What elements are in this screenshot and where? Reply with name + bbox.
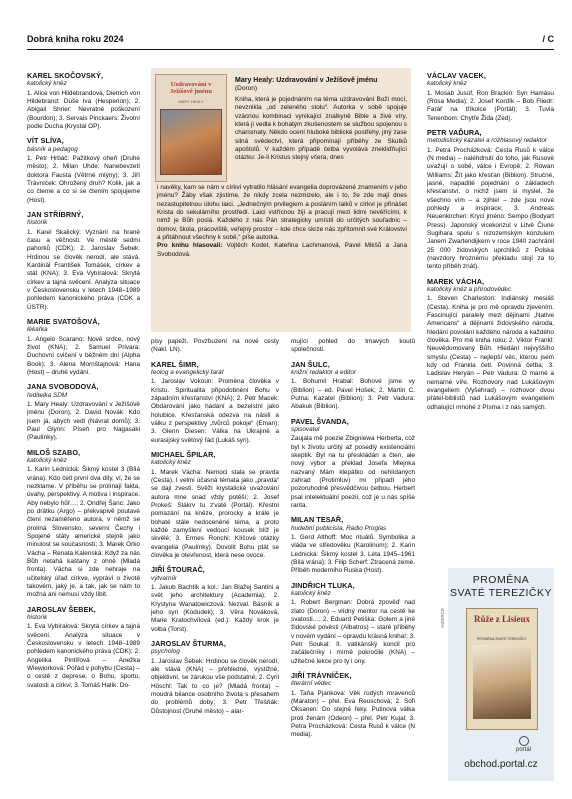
recommendations-text: 1. Alice von Hildebrandová, Dietrich von Hildebrand: Duše lva (Hesperion); 2. Abigail Shrier: Nevratné poškození (Bourdon); 3. Servais Pinckaers: Životní podle Ducha (Krystal OP). bbox=[27, 89, 140, 130]
poll-entry bbox=[27, 448, 140, 600]
header-title: Dobrá kniha roku 2024 bbox=[27, 34, 124, 44]
column-4 bbox=[427, 70, 554, 565]
respondent-role: ředitelka SDM bbox=[27, 391, 68, 399]
respondent-role: katolický kněz bbox=[27, 80, 67, 88]
featured-title: Mary Healy: Uzdravování v Ježíšově jménu bbox=[235, 77, 378, 84]
recommendations-text: 1. Petr Hrbáč: Pažitkový oheň (Druhé město); 2. Milan Uhde: Nanebevzetí doktora Fausta (Větrné mlýny); 3. Jiří Trávníček: Ohrožený druh? Kolik, jak a co čteme a co si se čtením spojujeme (Host). bbox=[27, 155, 140, 204]
respondent-role: básník a pedagog bbox=[27, 145, 78, 153]
ad-book-cover bbox=[466, 608, 538, 730]
column-3 bbox=[291, 338, 415, 790]
poll-entry bbox=[151, 338, 279, 355]
ad-headline: PROMĚNA SVATÉ TEREZIČKY bbox=[449, 574, 553, 600]
respondent-role: psycholog bbox=[151, 648, 180, 656]
recommendations-text: 1. Mosab Jusúf, Ron Brackin: Syn Hamásu (Rosa Media); 2. Josef Kordík – Bob Fliedr: Farář na tříkolce (Portál); 3. Tuvia Tenenbom: Chytře Žida (Zed). bbox=[427, 89, 554, 122]
poll-entry bbox=[151, 450, 279, 560]
respondent-role: historik bbox=[27, 613, 48, 621]
jury-names: Vojtěch Kodet, Kateřina Lachmanová, Pavel Mikšů a Jana Svobodová. bbox=[157, 242, 408, 258]
respondent-role: lékařka bbox=[27, 326, 48, 334]
respondent-name: KAREL SKOČOVSKÝ, bbox=[27, 71, 104, 80]
portal-logo: portál bbox=[516, 736, 531, 755]
respondent-role: historik bbox=[27, 219, 48, 227]
cover-author: MARY HEALY bbox=[178, 99, 204, 104]
featured-text: Kniha, která je pojednáním na téma uzdravování Boží mocí, nevznikla „od zeleného stolu“. Autorka v sobě spojuje vzácnou kombinaci vynikající znalkyně Bible a živé víry, která ji vedla k bohatým zkušenostem se službou spojenou s charismaty. Někdo ocení hluboké biblické postřehy, jiný zase silná svědectví, která připomínají příběhy ze Skutků apoštolů. V každém případě četba vyvolává znekliďňující otázku: Je-li Kristus stejný včera, dnes bbox=[235, 96, 407, 162]
respondent-role: katolický kněz bbox=[291, 589, 331, 597]
ad-book-title: Růže z Lisieux bbox=[474, 614, 530, 624]
respondent-role: katolický kněz a přírodovědec bbox=[427, 285, 512, 293]
respondent-role: výtvarník bbox=[151, 574, 177, 582]
respondent-name: MARIE SVATOŠOVÁ, bbox=[27, 316, 100, 326]
respondent-name: JINDŘICH TLUKA, bbox=[291, 580, 355, 590]
respondent-role: hudební publicista, Radio Proglas bbox=[291, 524, 387, 532]
featured-book-box bbox=[151, 68, 411, 332]
recommendations-text: 1. Eva Vybíralová: Skrytá církev a tajná svěcení. Analýza situace v Československu v letech 1948–1989 pohledem kanonického práva (CDK); 2. Angelika Pintířová – Anežka Wiewiorková: Pořád v pohybu (Cesta) – o cestě z deprese, o Bohu, sportu, svatosti a církvi; 3. Tomáš Halík: Do- bbox=[27, 623, 140, 689]
recommendations-text: 1. Bohumil Hrabal: Bohové jsme vy (Biblion) – ed. Pavel Hošek; 2. Martin C. Putna: Kazatel (Biblion); 3. Petr Vadura: Abakuk (Biblion). bbox=[291, 378, 415, 411]
respondent-name: MILOŠ SZABO, bbox=[27, 447, 81, 457]
poll-entry bbox=[27, 605, 140, 690]
poll-entry bbox=[291, 515, 415, 575]
recommendations-text: 1. Robert Bergman: Dobrá zpověď nad zlato (Doron) – vlídný mentor na cestě ke svatosti…; 2. Eduard Petiška: Golem a jiné židovské pověsti (Albatros) – staré příběhy v novém vydání – opravdu krásná kniha!; 3. Petr Soukal: II. vatikánský koncil pro začátečníky i mírně pokročilé (KNA) – užitečné lekce pro ty i ony. bbox=[291, 599, 415, 665]
respondent-name: MICHAEL ŠPILAR, bbox=[151, 449, 216, 459]
advertisement[interactable] bbox=[440, 568, 554, 781]
featured-publisher: (Doron) bbox=[235, 85, 258, 92]
recommendations-text: pisy papeži. Povzbuzení na nové cesty (Nakl. LN). bbox=[151, 338, 279, 354]
poll-entry bbox=[291, 417, 415, 511]
recommendations-text: 1. Jakub Bachtík a kol.: Jan Blažej Santini a svět jeho architektury (Academia); 2. Krystyna Wanatowiczová: Nezval. Básník a jeho syn (Kodudek); 3. Věra Nováková, Marie Kratochvílová (ed.): Každý krok je volba (Torst). bbox=[151, 583, 279, 633]
poll-entry bbox=[151, 565, 279, 634]
respondent-role: metodistický kazatel a rozhlasový redaktor bbox=[427, 137, 548, 145]
poll-entry bbox=[291, 338, 415, 355]
cover-title: Uzdravování v Ježíšově jménu bbox=[169, 81, 213, 96]
respondent-role: katolický kněz bbox=[427, 80, 467, 88]
respondent-name: JIŘÍ TRÁVNÍČEK, bbox=[291, 670, 352, 680]
poll-entry bbox=[291, 671, 415, 740]
respondent-role: spisovatel bbox=[291, 426, 320, 434]
respondent-name: JIŘÍ ŠTOURAČ, bbox=[151, 565, 205, 575]
respondent-name: MILAN TESAŘ, bbox=[291, 515, 344, 525]
portal-logo-icon bbox=[519, 736, 529, 746]
recommendations-text: 1. Karel Skalický: Vyznání na hraně času a věčnosti. Ve městě sedmi pahorků (CDK); 2. Jaroslav Šebek: Hrdinou se člověk nerodí, ale stává. Kardinál František Tomášek, církev a stát (KNA); 3. Eva Vybíralová: Skrytá církev a tajná svěcení. Analýza situace v Československu v letech 1948–1989 pohledem kanonického práva (CDK a ÚSTR). bbox=[27, 228, 140, 311]
recommendations-text: 1. Petra Procházková: Cesta Rusů k válce (N media) – naléhdnutí do toho, jak Rusové uvažují o sobě, válce i Evropě; 2. Rowan Williams: Žít jako křesťan (Biblion). Stručné, jasné, napadité pojednání o základech křesťanství, o nichž jsem si myslel, že všechno vím – a zjihle! – zde jsou nové pohledy a inspirace; 3. Andreas Neuenkirchen: Krycí jméno: Sempo (Bodyart Press). Japonský vicekonzul v Litvě Čiune Sugihara spolu s nizozemským konzulem Janem Zwartendijkem v roce 1940 zachránil 25 000 židovských uprchlíků z Polska (navzdory hroznému překladu stojí za to tento příběh znát). bbox=[427, 146, 554, 271]
respondent-name: MAREK VÁCHA, bbox=[427, 276, 485, 286]
respondent-role: literární vědec bbox=[291, 680, 332, 688]
jury-label: Pro knihu hlasovali: bbox=[157, 242, 223, 250]
featured-text-continued bbox=[157, 184, 407, 259]
recommendations-text: 1. Angelo Scarano: Nové srdce, nový život (KNA); 2. Samuel Privara: Duchovní cvičení v běžném dni (Alpha Book); 3. Alena Mornštajnová: Hana (Host) – druhé vydání. bbox=[27, 335, 140, 376]
poll-entry bbox=[151, 360, 279, 445]
respondent-role: katolický kněz bbox=[27, 456, 67, 464]
recommendations-text: 1. Taňa Pjankova: Věk rudých mravenců (Maraton) – přel. Eva Reuschová; 2. Sofi Oksanen: Do stejné řeky. Putinova válka proti ženám (Odeon) – přel. Petr Kujal; 3. Petra Procházková: Cesta Rusů k válce (N media). bbox=[291, 689, 415, 739]
poll-entry bbox=[27, 71, 140, 131]
poll-entry bbox=[291, 360, 415, 412]
recommendations-text: 1. Marek Vácha: Nemoci stala se pravda (Cesta). I velmi účasná témata jako „pravda“ se daji zvesti. Svěží krystalické uvažování autora mne snad vždy potěší; 2. Josef Prokeš: Slákrv tu z'vaté (Portál). Křestní pomazání na kněze, prorocky a krále je bohaté stále nedoceněné téma, a proto každé zamyšlení vedoucí kousek blíž je skvělé; 3. Ermes Ronchi: Klíčové otázky evangelia (Paulínky). Dovolit Bohu ptát se člověka je otevřenost, která nese ovoce. bbox=[151, 468, 279, 559]
recommendations-text: mující pohled do tmavých koutů společnosti. bbox=[291, 338, 415, 354]
poll-entry bbox=[151, 639, 279, 716]
poll-entry bbox=[27, 210, 140, 312]
respondent-role: knižní redaktor a editor bbox=[291, 369, 357, 377]
book-cover-image bbox=[155, 74, 227, 182]
respondent-name: PAVEL ŠVANDA, bbox=[291, 416, 349, 426]
respondent-name: VÍT SLÍVA, bbox=[27, 136, 64, 146]
recommendations-text: 1. Jaroslav Vokoun: Proměna člověka v Kristu. Spiritualita připodobnění Bohu v západním křesťanství (KNA); 2. Petr Macek: Obdarování jako hádání a bezelstní jako holubice. Křesťanská odezva na násilí a válku z perspektivy „tvůrců pokoje“ (Eman); 3. Glenn Diesen: Válka na Ukrajině a eurasijský světový řád (Lukáš syn). bbox=[151, 378, 279, 444]
respondent-name: JAROSLAV ŠTURMA, bbox=[151, 638, 226, 648]
respondent-name: JAN STŘÍBRNÝ, bbox=[27, 209, 84, 219]
respondent-name: KAREL ŠIMR, bbox=[151, 359, 199, 369]
featured-text-2: i navěky, kam se nám v církvi vytratilo hlásání evangelia doprovázené znamením v jeho jménu? Žáby však zjistíme, že nikdy zcela nezmizelo, ale i to, že zde mají dnes nezastupitelnou úlohu laici. „Jednečným prvilegiem a posláním laiků v církvi je přinášet Krista do sekulárního prostředí. Laici vstřícnou žijí a pracují mezi lidmi nevěřícími, k nimž je Bůh poslá. Každého z nás Pán strategicky umístil do určitých souřadnic – domov, škola, pracoviště, veřejný prostor – kde chce skrze nás zpřítomnit své Království a přitáhnout všechny k sobě,“ píše autorka. bbox=[157, 184, 407, 241]
recommendations-text: 1. Mary Healy: Uzdravování v Ježíšově jménu (Doron); 2. David Novák: Kdo jsem já, abych vedl (Návrat domů); 3. Paul Glynn: Píseň pro Nagasaki (Paulínky). bbox=[27, 400, 140, 442]
header-rule bbox=[27, 49, 554, 50]
ad-url-link[interactable]: obchod.portal.cz bbox=[464, 759, 538, 770]
poll-entry bbox=[27, 382, 140, 442]
respondent-name: JAN ŠULC, bbox=[291, 359, 330, 369]
ad-book-artwork bbox=[473, 645, 531, 719]
poll-entry bbox=[427, 71, 554, 123]
ad-label: INZERCE bbox=[440, 608, 445, 628]
recommendations-text: 1. Jaroslav Šebek: Hrdinou se člověk nerodí, ale stává (KNA) – přehledné, výstižné, objektivní, se zárukou vše podstatné; 2. Cyril Höschl: Tak to co je? (Mladá fronta) – moudrá bilance osobního života s přesahem do problémů doby; 3. Petr Třešňák: Důstojnost (Druhé město) – alar- bbox=[151, 657, 279, 715]
ad-book-subtitle: PROMĚNA SVATÉ TEREZIČKY bbox=[477, 637, 527, 641]
respondent-name: PETR VAĎURA, bbox=[427, 128, 482, 137]
poll-entry bbox=[27, 136, 140, 205]
recommendations-text: Zaujala mě poezie Zbigniewa Herberta, což byl k životu určitý až posedlý existenciální skeptik. Byl na tu přeskládán a čten, ale nový výbor a překlad Josefa Mlejnka nazvaný Mám klepátko od nehlídaných zahrad (Protimluv) mi připadl jeho pozoruhodně přesvědčivou četbou. Herbert psal intelektuální poezii, což je u nás spíše rarita. bbox=[291, 435, 415, 509]
respondent-name: JANA SVOBODOVÁ, bbox=[27, 382, 99, 392]
cover-artwork bbox=[160, 109, 222, 175]
poll-entry bbox=[291, 581, 415, 666]
recommendations-text: 1. Steven Charleston: Indiánský mesiáš (Cesta). Kniha je pro mě opravdu zjevením. Fascinující paralely mezi dějinami „Native Americans“ a dějinami židovského národa, hledání povolání každého národa a každého člověka. Pro mě kniha roku; 2. Viktor Frankl: Neuvědomovaný Bůh. Hledání nejvyššího smyslu (Cesta) – nejlepší věc, kterou jsem kdy od Frankla četl. Povinná četba; 3. Ladislav Heryán – Petr Vadura: O marné a nemarné víře. Rozhovory nad Lukášovým evangeliem (Vyšehrad) – rozhovor dvou přátel-biblistů nad Lukášovým evangeliem odhalující mnohé z Písma i z nás samých. bbox=[427, 295, 554, 411]
column-1 bbox=[27, 70, 140, 790]
page-header bbox=[27, 34, 554, 46]
header-page-mark: / C bbox=[542, 34, 554, 44]
poll-entry bbox=[427, 277, 554, 412]
recommendations-text: 1. Karin Lednická: Šikmý kostel 3 (Bílá vrána). Kdo četl první dva díly, ví, že se nezklame. V příběhu se prolínají fakta, úvahy, perspektivy. A motiva i inspirace. Aby nebylo hůř…; 2. Ondřej Šanc: Jako po drátku (Argo) – překvapivě poutavé čtení nezaměřeno autora, v němž se prolíná Slovensko, severní Čechy i Spojené státy americké stejně jako minulost se současností; 3. Marek Orko Vácha – Renata Kalenská: Když za nás Bůh netahá kaštany z ohně (Mladá fronta). Vácha si zde nehraje na učitelský úřad církve, vypráví o životě takovém, jaký je, a tak, jak se nám to možná ani nemusí vždy líbit. bbox=[27, 466, 140, 599]
respondent-role: teolog a evangelický farář bbox=[151, 369, 224, 377]
poll-entry bbox=[27, 317, 140, 377]
respondent-name: JAROSLAV ŠEBEK, bbox=[27, 604, 96, 614]
poll-entry bbox=[427, 128, 554, 272]
recommendations-text: 1. Gerd Althoff: Moc rituálů. Symbolika a vláda ve středověku (Karolinum); 2. Karin Lednická: Šikmý kostel 3. Léta 1945–1961 (Bílá vrána); 3. Filip Scherf: Ztracená země. Příběh moderního Ruska (Host). bbox=[291, 533, 415, 575]
respondent-role: katolický kněz bbox=[151, 459, 191, 467]
column-2 bbox=[151, 338, 279, 790]
respondent-name: VÁCLAV VACEK, bbox=[427, 71, 486, 80]
